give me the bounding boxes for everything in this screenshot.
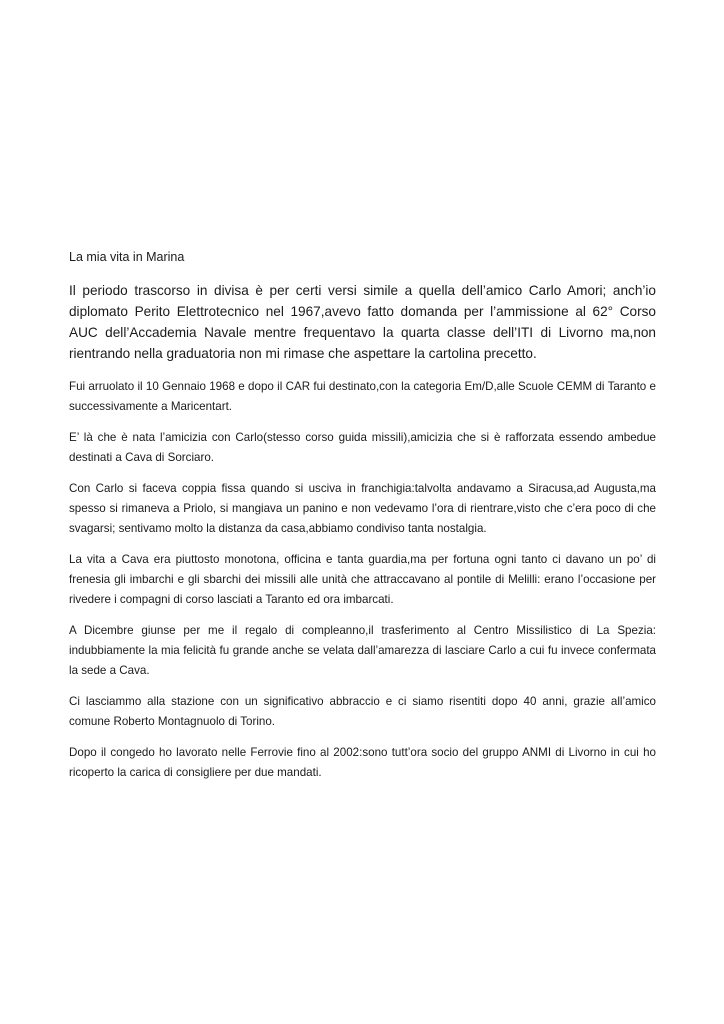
document-body [69, 248, 656, 794]
paragraph-transfer: A Dicembre giunse per me il regalo di compleanno,il trasferimento al Centro Missilistico di La Spezia: indubbiamente la mia felicità fu grande anche se velata dall’amarezza di lasciare Carlo a cui fu invece confermata la sede a Cava. [69, 624, 656, 677]
document-title: La mia vita in Marina [69, 250, 185, 264]
paragraph-farewell: Ci lasciammo alla stazione con un significativo abbraccio e ci siamo risentiti dopo 40 anni, grazie all’amico comune Roberto Montagnuolo di Torino. [69, 695, 656, 728]
paragraph-life-at-cava: La vita a Cava era piuttosto monotona, officina e tanta guardia,ma per fortuna ogni tanto ci davano un po’ di frenesia gli imbarchi e gli sbarchi dei missili alle unità che attraccavano al pontile di Melilli: erano l’occasione per rivedere i compagni di corso lasciati a Taranto ed ora imbarcati. [69, 553, 656, 606]
paragraph-leave: Con Carlo si faceva coppia fissa quando si usciva in franchigia:talvolta andavamo a Siracusa,ad Augusta,ma spesso si rimaneva a Priolo, si mangiava un panino e non vedevamo l’ora di rientrare,visto che c’era poco di che svagarsi; sentivamo molto la distanza da casa,abbiamo condiviso tanta nostalgia. [69, 482, 656, 535]
paragraph-after-service: Dopo il congedo ho lavorato nelle Ferrovie fino al 2002:sono tutt’ora socio del gruppo ANMI di Livorno in cui ho ricoperto la carica di consigliere per due mandati. [69, 746, 656, 779]
intro-paragraph: Il periodo trascorso in divisa è per certi versi simile a quella dell’amico Carlo Amori; anch’io diplomato Perito Elettrotecnico nel 1967,avevo fatto domanda per l’ammissione al 62° Corso AUC dell’Accademia Navale mentre frequentavo la quarta classe dell’ITI di Livorno ma,non rientrando nella graduatoria non mi rimase che aspettare la cartolina precetto. [69, 283, 656, 361]
paragraph-friendship: E’ là che è nata l’amicizia con Carlo(stesso corso guida missili),amicizia che si è rafforzata essendo ambedue destinati a Cava di Sorciaro. [69, 431, 656, 464]
paragraph-enlistment: Fui arruolato il 10 Gennaio 1968 e dopo il CAR fui destinato,con la categoria Em/D,alle Scuole CEMM di Taranto e successivamente a Maricentart. [69, 380, 656, 413]
